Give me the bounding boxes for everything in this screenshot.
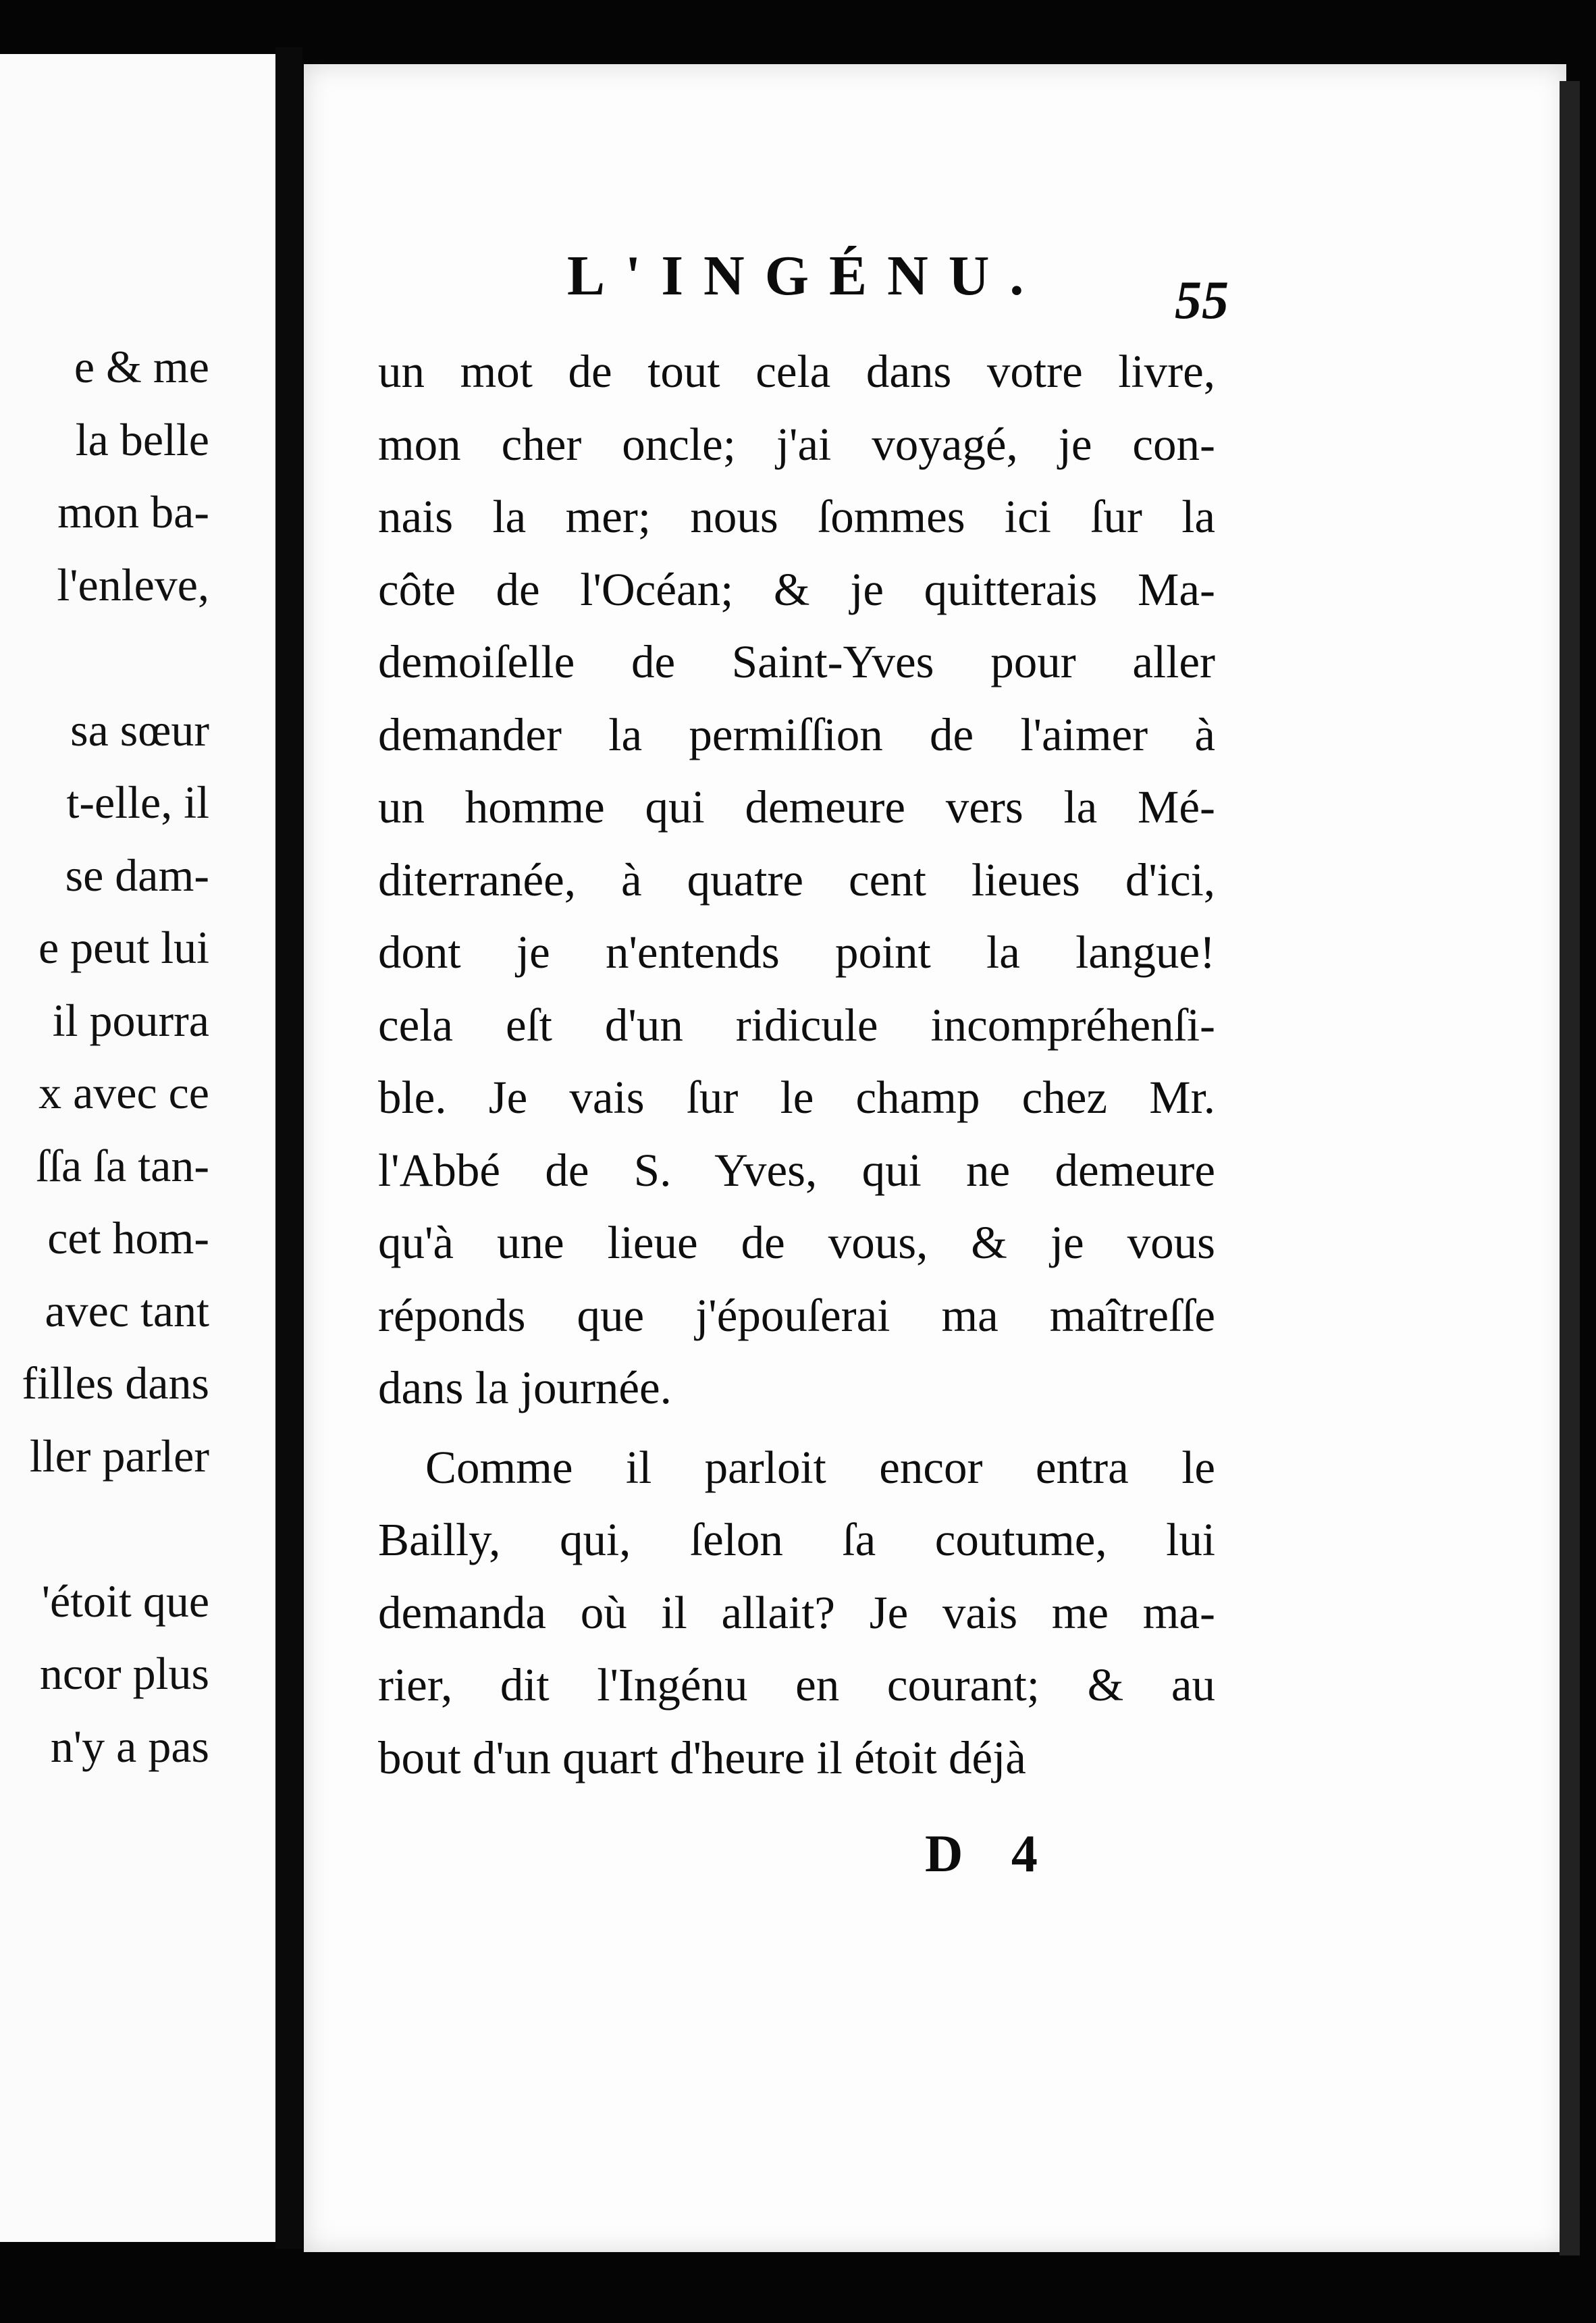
text-line: demoiſelle de Saint-Yves pour aller <box>378 636 1215 687</box>
text-line: Comme il parloit encor entra le <box>425 1441 1215 1493</box>
text-line: diterranée, à quatre cent lieues d'ici, <box>378 854 1215 906</box>
text-line: qu'à une lieue de vous, & je vous <box>378 1217 1215 1268</box>
text-line: l'Abbé de S. Yves, qui ne demeure <box>378 1144 1215 1196</box>
page-number: 55 <box>1175 271 1229 330</box>
page-edge <box>1560 81 1580 2255</box>
text-line: cela eſt d'un ridicule incompréhenſi- <box>378 999 1215 1051</box>
left-text-line: filles dans <box>22 1357 209 1409</box>
left-text-line: l'enleve, <box>57 558 209 610</box>
text-line: bout d'un quart d'heure il étoit déjà <box>378 1731 1026 1783</box>
left-text-line: ſſa ſa tan- <box>36 1139 209 1191</box>
text-line: ble. Je vais ſur le champ chez Mr. <box>378 1072 1215 1123</box>
left-facing-page <box>0 54 284 2242</box>
left-text-line: mon ba- <box>57 486 209 538</box>
left-text-line: t-elle, il <box>66 777 209 828</box>
left-text-line: sa sœur <box>70 704 209 756</box>
left-text-line: cet hom- <box>47 1212 209 1263</box>
text-line: demanda où il allait? Je vais me ma- <box>378 1586 1215 1638</box>
text-line: côte de l'Océan; & je quitterais Ma- <box>378 563 1215 615</box>
left-text-line: e & me <box>74 341 209 392</box>
left-text-line: n'y a pas <box>50 1720 209 1772</box>
text-line: Bailly, qui, ſelon ſa coutume, lui <box>378 1514 1215 1565</box>
text-line: demander la permiſſion de l'aimer à <box>378 708 1215 760</box>
left-text-line: e peut lui <box>38 922 209 973</box>
text-line: rier, dit l'Ingénu en courant; & au <box>378 1659 1215 1711</box>
left-text-line: x avec ce <box>38 1067 209 1118</box>
left-text-line: ller parler <box>29 1430 209 1482</box>
left-text-line: se dam- <box>65 849 209 901</box>
signature-mark: D 4 <box>925 1824 1055 1883</box>
text-line: un mot de tout cela dans votre livre, <box>378 346 1215 397</box>
running-head: L'INGÉNU. <box>567 244 1044 307</box>
text-line: dans la journée. <box>378 1362 672 1413</box>
left-text-line: ncor plus <box>39 1648 209 1699</box>
text-line: mon cher oncle; j'ai voyagé, je con- <box>378 418 1215 470</box>
text-line: réponds que j'épouſerai ma maîtreſſe <box>378 1289 1215 1341</box>
text-line: un homme qui demeure vers la Mé- <box>378 781 1215 833</box>
left-text-line: il pourra <box>52 994 209 1046</box>
book-gutter <box>275 47 302 2249</box>
text-line: dont je n'entends point la langue! <box>378 926 1215 978</box>
left-text-line: 'étoit que <box>41 1575 209 1627</box>
left-text-line: la belle <box>75 413 209 465</box>
text-line: nais la mer; nous ſommes ici ſur la <box>378 491 1215 542</box>
left-text-line: avec tant <box>45 1284 209 1336</box>
